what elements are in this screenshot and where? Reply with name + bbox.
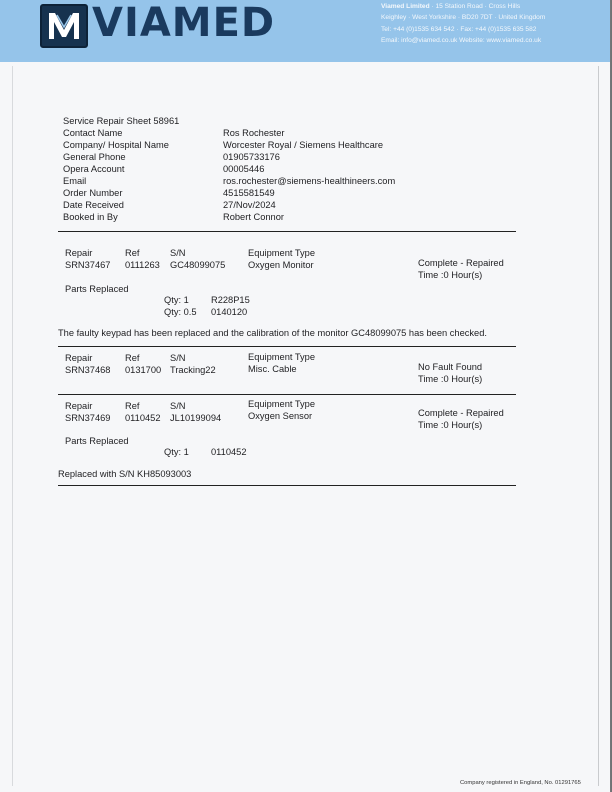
viamed-logo-icon bbox=[40, 4, 88, 48]
part-qty: Qty: 1 bbox=[164, 295, 189, 305]
date-received-label: Date Received bbox=[63, 200, 124, 210]
address-line-2: Keighley · West Yorkshire · BD20 7DT · United Kingdom bbox=[381, 14, 546, 22]
repair-number: SRN37467 bbox=[65, 260, 111, 270]
company-name: Viamed Limited bbox=[381, 3, 430, 10]
phone-value: 01905733176 bbox=[223, 152, 280, 162]
parts-replaced-label: Parts Replaced bbox=[65, 436, 129, 446]
part-code: R228P15 bbox=[211, 295, 250, 305]
equipment-type-label: Equipment Type bbox=[248, 352, 316, 362]
ref-value: 0110452 bbox=[125, 413, 161, 423]
part-qty: Qty: 0.5 bbox=[164, 307, 197, 317]
phone-fax-line: Tel: +44 (0)1535 634 542 · Fax: +44 (0)1535 635 582 bbox=[381, 25, 537, 33]
repair-note: The faulty keypad has been replaced and the calibration of the monitor GC48099075 has been checked. bbox=[58, 328, 487, 338]
contact-name-value: Ros Rochester bbox=[223, 128, 285, 138]
opera-account-value: 00005446 bbox=[223, 164, 265, 174]
sn-value: GC48099075 bbox=[170, 260, 226, 270]
ref-value: 0131700 bbox=[125, 365, 162, 375]
sn-label: S/N bbox=[170, 353, 186, 363]
equipment-type-value: Oxygen Sensor bbox=[248, 411, 313, 421]
company-contact-block bbox=[381, 1, 603, 47]
phone-label: General Phone bbox=[63, 152, 126, 162]
repair-note: Replaced with S/N KH85093003 bbox=[58, 469, 192, 479]
sn-label: S/N bbox=[170, 248, 186, 258]
sn-value: Tracking22 bbox=[170, 365, 216, 375]
ref-label: Ref bbox=[125, 401, 140, 411]
divider bbox=[58, 394, 516, 395]
sn-label: S/N bbox=[170, 401, 186, 411]
sn-value: JL10199094 bbox=[170, 413, 222, 423]
ref-label: Ref bbox=[125, 353, 140, 363]
contact-name-label: Contact Name bbox=[63, 128, 123, 138]
equipment-type-label: Equipment Type bbox=[248, 248, 316, 258]
service-sheet-title: Service Repair Sheet 58961 bbox=[63, 116, 180, 126]
repair-status: No Fault Found bbox=[418, 362, 483, 372]
email-web-line: Email: info@viamed.co.uk Website: www.viamed.co.uk bbox=[381, 37, 542, 45]
repair-label: Repair bbox=[65, 248, 93, 258]
booked-by-label: Booked in By bbox=[63, 212, 118, 222]
repair-time: Time :0 Hour(s) bbox=[418, 270, 483, 280]
opera-account-label: Opera Account bbox=[63, 164, 125, 174]
repair-time: Time :0 Hour(s) bbox=[418, 374, 483, 384]
repair-time: Time :0 Hour(s) bbox=[418, 420, 483, 430]
divider bbox=[58, 231, 516, 232]
repair-label: Repair bbox=[65, 353, 93, 363]
company-value: Worcester Royal / Siemens Healthcare bbox=[223, 140, 384, 150]
ref-label: Ref bbox=[125, 248, 140, 258]
logo-wordmark: VIAMED bbox=[92, 0, 276, 46]
repair-number: SRN37468 bbox=[65, 365, 111, 375]
part-code: 0140120 bbox=[211, 307, 248, 317]
order-number-value: 4515581549 bbox=[223, 188, 275, 198]
parts-replaced-label: Parts Replaced bbox=[65, 284, 129, 294]
part-code: 0110452 bbox=[211, 447, 247, 457]
part-qty: Qty: 1 bbox=[164, 447, 189, 457]
email-value: ros.rochester@siemens-healthineers.com bbox=[223, 176, 396, 186]
divider bbox=[58, 346, 516, 347]
letterhead-band bbox=[0, 0, 610, 62]
company-label: Company/ Hospital Name bbox=[63, 140, 169, 150]
equipment-type-value: Misc. Cable bbox=[248, 364, 297, 374]
repair-label: Repair bbox=[65, 401, 93, 411]
company-registration-footer: Company registered in England, No. 01291765 bbox=[460, 780, 581, 786]
date-received-value: 27/Nov/2024 bbox=[223, 200, 276, 210]
equipment-type-value: Oxygen Monitor bbox=[248, 260, 314, 270]
paper-inner-edge bbox=[12, 66, 599, 786]
equipment-type-label: Equipment Type bbox=[248, 399, 316, 409]
address-line-1: · 15 Station Road · Cross Hills bbox=[429, 3, 521, 10]
email-label: Email bbox=[63, 176, 87, 186]
ref-value: 0111263 bbox=[125, 260, 160, 270]
booked-by-value: Robert Connor bbox=[223, 212, 284, 222]
order-number-label: Order Number bbox=[63, 188, 123, 198]
divider bbox=[58, 485, 516, 486]
repair-status: Complete - Repaired bbox=[418, 408, 504, 418]
repair-status: Complete - Repaired bbox=[418, 258, 504, 268]
repair-number: SRN37469 bbox=[65, 413, 111, 423]
